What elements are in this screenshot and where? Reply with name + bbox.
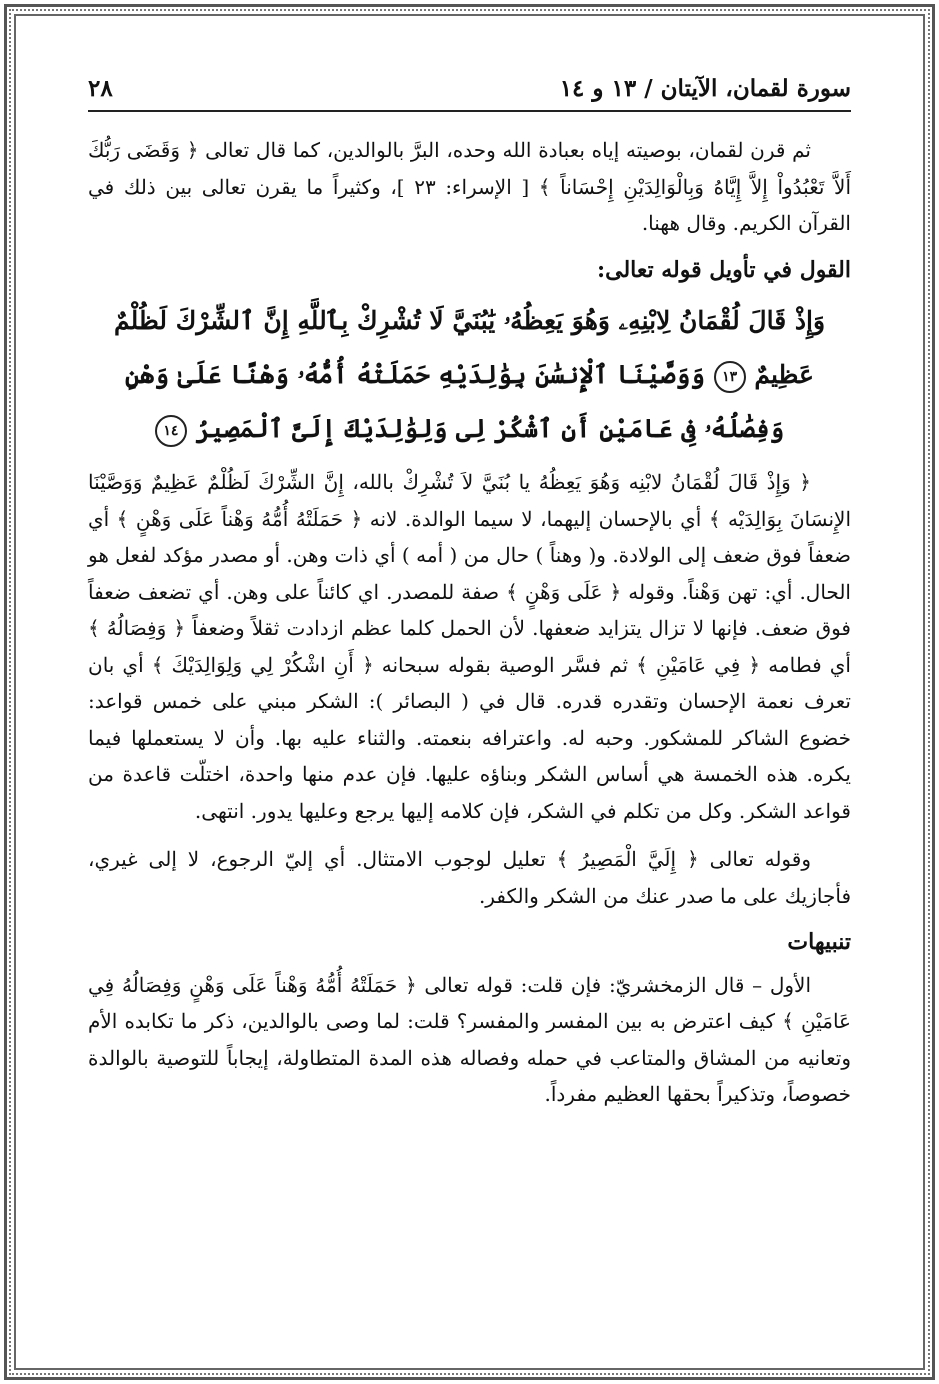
page-number: ٢٨ [88,74,113,102]
paragraph-commentary: ﴿ وَإِذْ قَالَ لُقْمَانُ لابْنِه وَهُوَ يَعِظُهُ يا بُنَيَّ لاَ تُشْرِكْ بالله، إِنَّ الشِّرْكَ لَظُلْمٌ عَظِيمٌ وَوَصَّيْنَا الإِنسَانَ بِوَالِدَيْه ﴾ أي بالإحسان إليهما، لا سيما الوالدة. لانه ﴿ حَمَلَتْهُ أُمُّهُ وَهْناً عَلَى وَهْنٍ ﴾ أي ضعفاً فوق ضعف إلى الولادة. و( وهناً ) حال من ( أمه ) أي ذات وهن. أو مصدر مؤكد لفعل هو الحال. أي: تهن وَهْناً. وقوله ﴿ عَلَى وَهْنٍ ﴾ صفة للمصدر. اي كائناً على وهن. أي تضعف ضعفاً فوق ضعف. فإنها لا تزال يتزايد ضعفها. لأن الحمل كلما عظم ازدادت ثقلاً وضعفاً ﴿ وَفِصَالُهُ ﴾ أي فطامه ﴿ فِي عَامَيْنِ ﴾ ثم فسَّر الوصية بقوله سبحانه ﴿ أَنِ اشْكُرْ لِي وَلِوَالِدَيْكَ ﴾ أي بان تعرف نعمة الإحسان وتقدره قدره. قال في ( البصائر ): الشكر مبني على خمس قواعد: خضوع الشاكر للمشكور. وحبه له. واعترافه بنعمته. والثناء عليه بها. وأن لا يستعملها فيما يكره. هذه الخمسة هي أساس الشكر وبناؤه عليها. فإن عدم منها واحدة، اختلّت قاعدة من قواعد الشكر. وكل من تكلم في الشكر، فإن كلامه إليها يرجع وعليها يدور. انتهى. [88,470,851,823]
ayah-number-13: ١٣ [714,361,746,393]
paragraph-note-1: الأول – قال الزمخشريّ: فإن قلت: قوله تعالى ﴿ حَمَلَتْهُ أُمُّهُ وَهْناً عَلَى وَهْنٍ وَفِصَالُهُ فِي عَامَيْنِ ﴾ كيف اعترض به بين المفسر والمفسر؟ قلت: لما وصى بالوالدين، ذكر ما تكابده الأم وتعانيه من المشاق والمتاعب في حمله وفصاله هذه المدة المتطاولة، إيجاباً للتوصية بالوالدة خصوصاً، وتذكيراً بحقها العظيم مفرداً. [88,972,851,1106]
subsection-heading: تنبيهات [787,929,851,955]
quran-verse-block [88,294,851,456]
verse-text-13: وَإِذْ قَالَ لُقْمَانُ لِابْنِهِۦ وَهُوَ يَعِظُهُۥ يَٰبُنَيَّ لَا تُشْرِكْ بِٱللَّهِ إِنَّ ٱلشِّرْكَ لَظُلْمٌ عَظِيمٌ [113,306,826,389]
ayah-number-14: ١٤ [155,415,187,447]
page-header [88,66,851,112]
running-title: سورة لقمان، الآيتان / ١٣ و ١٤ [559,74,851,102]
section-heading: القول في تأويل قوله تعالى: [597,256,851,283]
verse-text-14: وَوَصَّيْنَا ٱلْإِنسَٰنَ بِوَٰلِدَيْهِ حَمَلَتْهُ أُمُّهُۥ وَهْنًا عَلَىٰ وَهْنٍ وَفِصَٰلُهُۥ فِى عَامَيْنِ أَنِ ٱشْكُرْ لِى وَلِوَٰلِدَيْكَ إِلَىَّ ٱلْمَصِيرُ [125,360,785,443]
page-content [88,132,851,1113]
paragraph-commentary-2: وقوله تعالى ﴿ إِلَيَّ الْمَصِيرُ ﴾ تعليل لوجوب الامتثال. أي إليّ الرجوع، لا إلى غيري، فأجازيك على ما صدر عنك من الشكر والكفر. [88,847,851,908]
paragraph-intro: ثم قرن لقمان، بوصيته إياه بعبادة الله وحده، البرَّ بالوالدين، كما قال تعالى ﴿ وَقَضَى رَبُّكَ أَلاَّ تَعْبُدُواْ إِلاَّ إِيَّاهُ وَبِالْوَالِدَيْنِ إِحْسَاناً ﴾ [ الإسراء: ٢٣ ]، وكثيراً ما يقرن تعالى بين ذلك في القرآن الكريم. وقال ههنا. [88,138,851,235]
